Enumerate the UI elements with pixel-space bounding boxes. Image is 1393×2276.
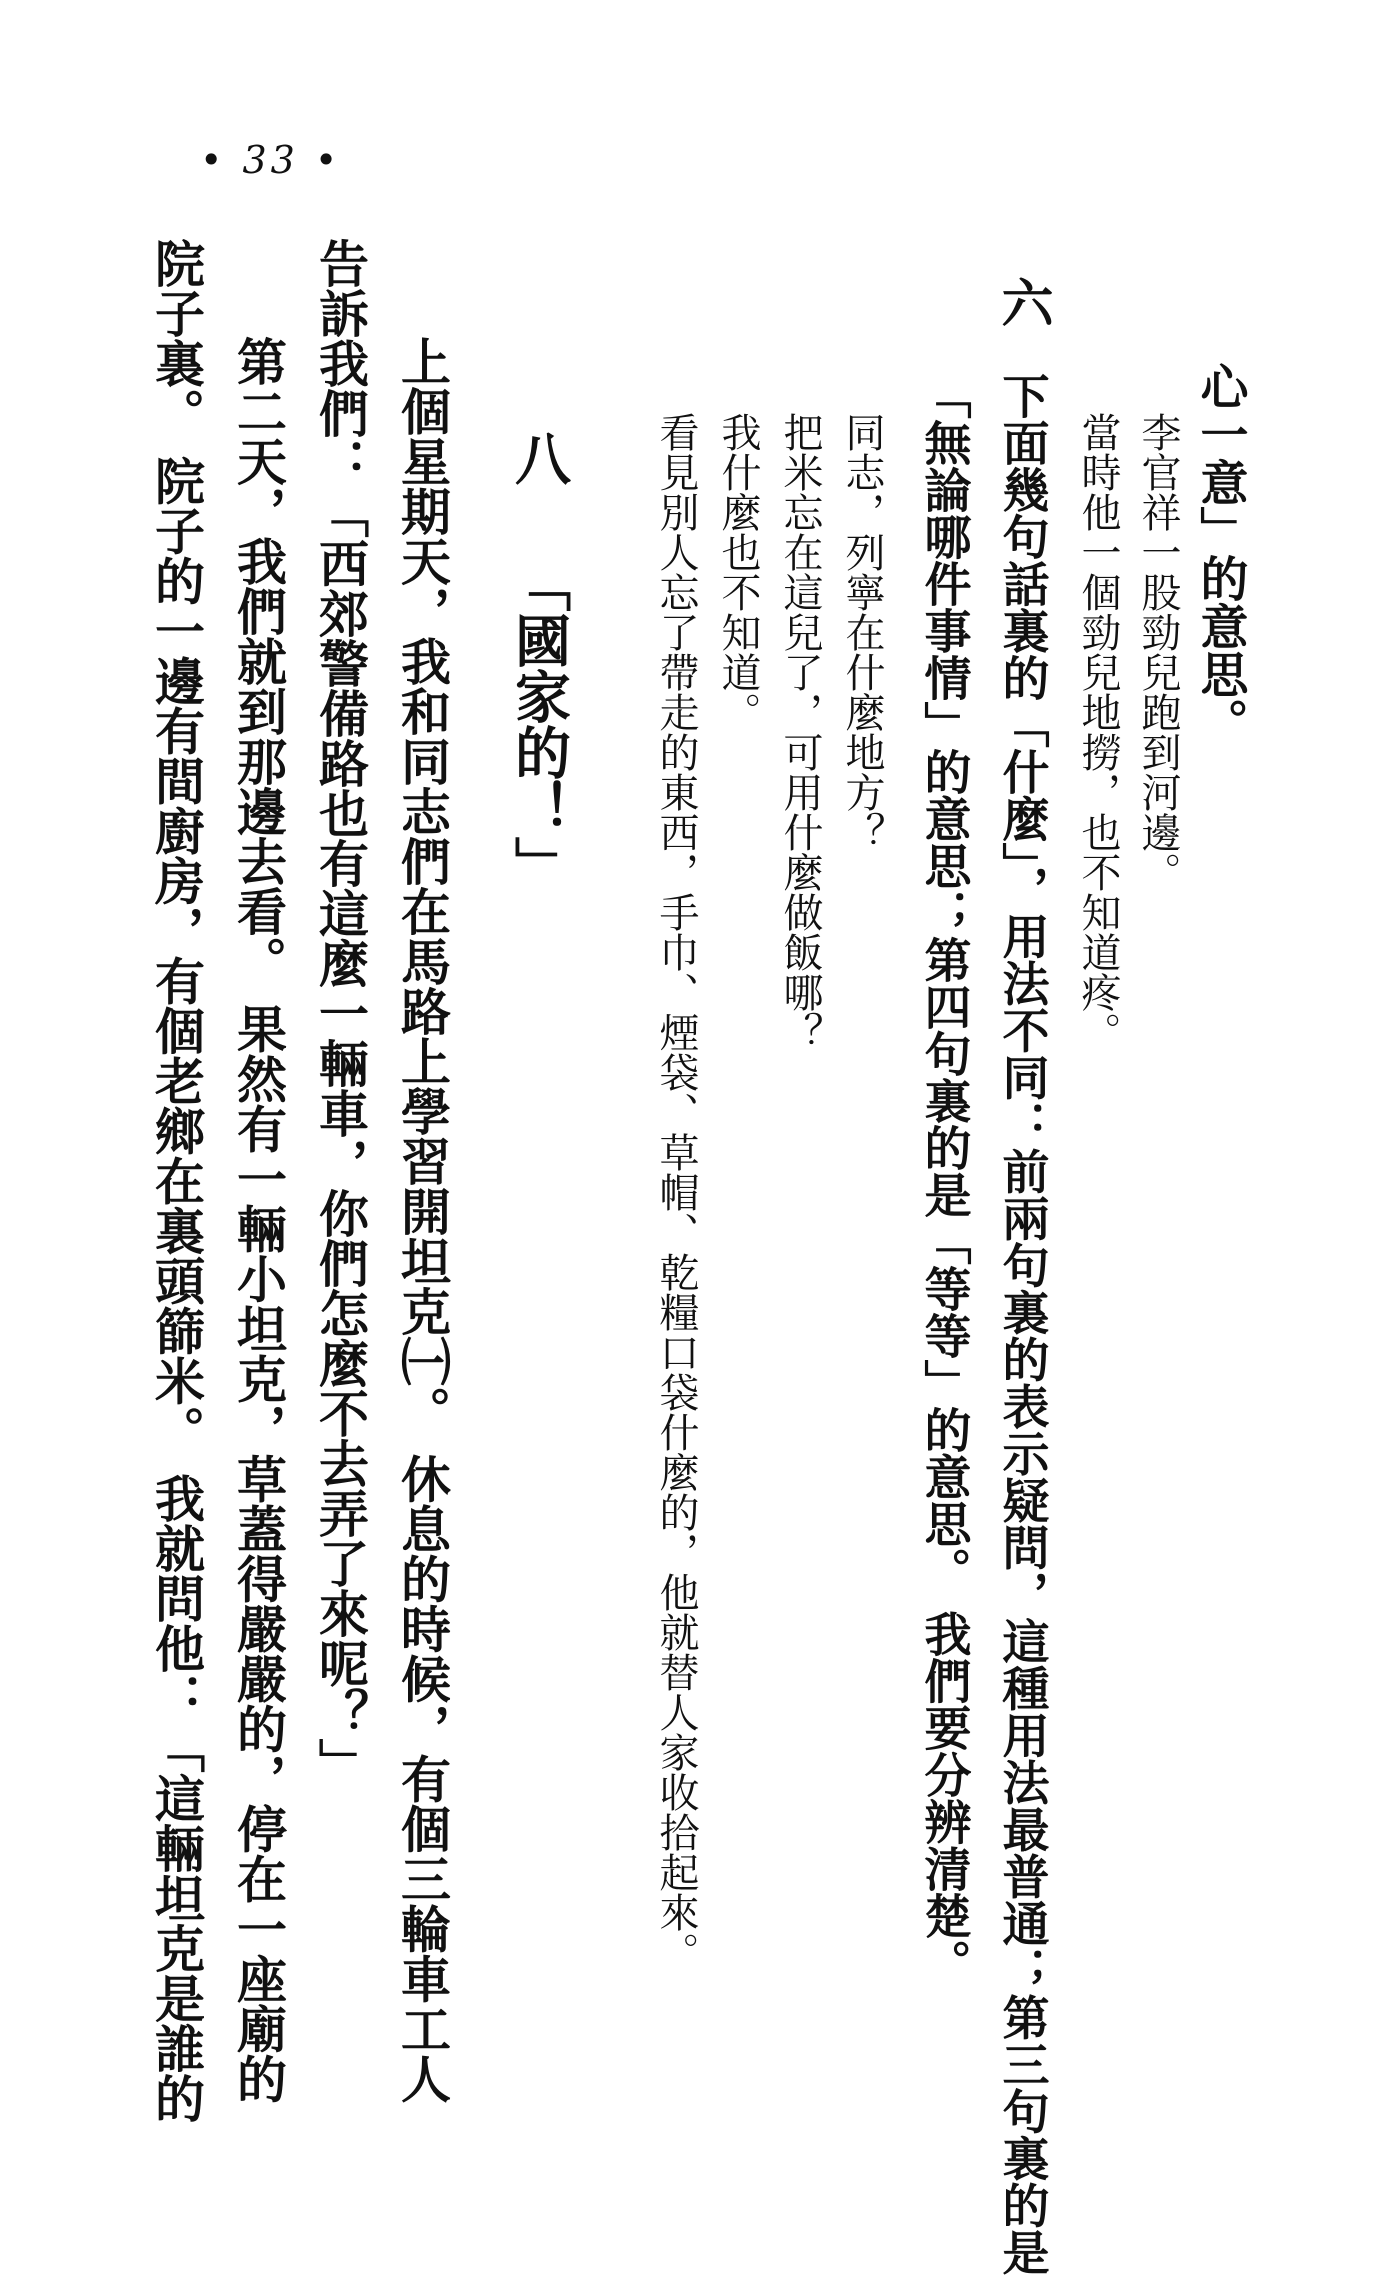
text-column: 下面幾句話裏的「什麼」，用法不同：前兩句裏的表示疑問，這種用法最普通；第三句裏的是 <box>994 372 1050 2276</box>
text-column: 同志，列寧在什麼地方？ <box>839 412 885 852</box>
text-column: 八 <box>506 430 571 486</box>
text-column: 院子裏。 院子的一邊有間廚房，有個老鄉在裏頭篩米。 我就問他：「這輛坦克是誰的 <box>147 238 205 2123</box>
text-column: 看見別人忘了帶走的東西，手巾、煙袋、草帽、乾糧口袋什麼的，他就替人家收拾起來。 <box>653 412 699 1972</box>
text-column: 上個星期天，我和同志們在馬路上學習開坦克㈠。 休息的時候，有個三輪車工人 <box>393 336 451 2104</box>
text-column: 「國家的！」 <box>506 556 571 892</box>
text-column: 把米忘在這兒了，可用什麼做飯哪？ <box>777 412 823 1052</box>
text-column: 我什麼也不知道。 <box>715 412 761 732</box>
page-number: • 33 • <box>200 138 342 182</box>
text-column: 李官祥一股勁兒跑到河邊。 <box>1135 412 1181 892</box>
text-column: 第二天，我們就到那邊去看。 果然有一輛小坦克，草蓋得嚴嚴的，停在一座廟的 <box>229 336 287 2104</box>
text-column: 心一意」的意思。 <box>1192 362 1248 746</box>
text-column: 告訴我們：「西郊警備路也有這麼一輛車，你們怎麼不去弄了來呢？」 <box>311 238 369 1788</box>
text-column: 「無論哪件事情」的意思；第四句裏的是「等等」的意思。 我們要分辨清楚。 <box>916 372 972 1987</box>
text-column: 當時他一個勁兒地撈，也不知道疼。 <box>1075 412 1121 1052</box>
text-column: 六 <box>992 276 1052 328</box>
